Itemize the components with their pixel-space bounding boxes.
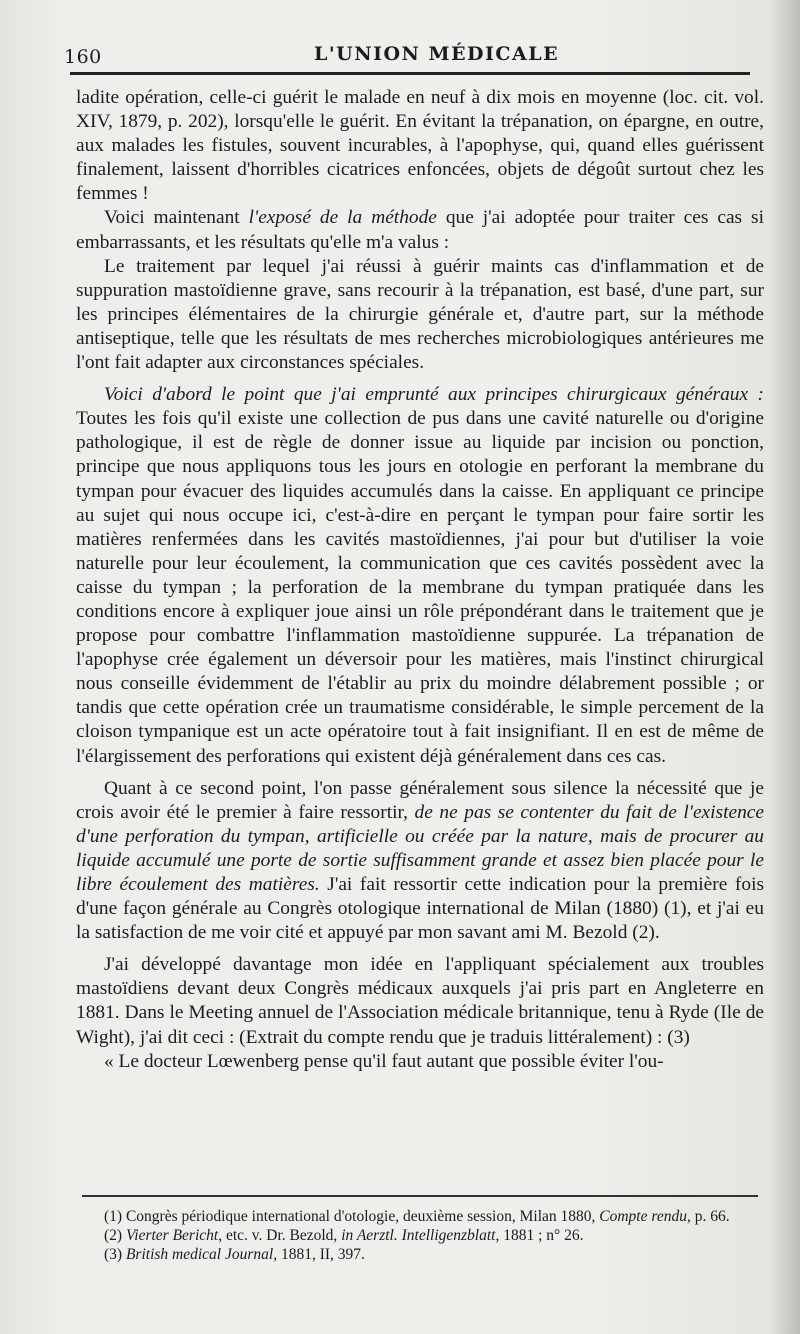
running-title: L'UNION MÉDICALE	[314, 43, 560, 65]
footnote-2-italic-2: in Aerztl. Intelligenzblatt	[341, 1227, 496, 1244]
paragraph-3-text: Le traitement par lequel j'ai réussi à guérir maints cas d'inflammation et de suppuration mastoïdienne grave, sans recourir à la trépanation, est basé, d'une part, sur les principes élémentaires de la chirurgie générale et, d'autre part, sur la méthode antiseptique, telle que les résultats de mes recherches microbiologiques antérieures me l'ont fait adapter aux circonstances spéciales.	[76, 255, 764, 374]
paragraph-5-text-a: Quant à ce second point, l'on passe généralement sous silence la nécessité que je crois avoir été le premier à faire ressortir,	[76, 777, 764, 823]
paragraph-5-text-b: J'ai fait ressortir cette indication pour la première fois d'une façon générale au Congrès otologique international de Milan (1880) (1), et j'ai eu la satisfaction de me voir cité et appuyé par mon savant ami M. Bezold (2).	[76, 874, 765, 944]
paragraph-6	[76, 953, 764, 1049]
footnote-2-text-c: , 1881 ; n° 26.	[495, 1227, 584, 1244]
footnote-2-text-a: (2)	[104, 1227, 126, 1244]
paragraph-2-text-a: Voici maintenant	[104, 207, 249, 229]
body-text	[76, 86, 764, 1074]
footnote-1-text-b: , p. 66.	[686, 1208, 730, 1225]
paragraph-2	[76, 206, 764, 254]
footnote-1-text-a: (1) Congrès périodique international d'otologie, deuxième session, Milan 1880,	[104, 1208, 600, 1225]
footnote-3	[82, 1245, 772, 1264]
footnote-3-italic: British medical Journal	[125, 1246, 274, 1263]
paragraph-2-text-b: que j'ai adoptée pour traiter ces cas si embarrassants, et les résultats qu'elle m'a valus :	[76, 207, 764, 253]
footnote-2-text-b: , etc. v. Dr. Bezold,	[218, 1227, 342, 1244]
paragraph-4-text: Toutes les fois qu'il existe une collection de pus dans une cavité naturelle ou d'origine pathologique, il est de règle de donner issue au liquide par incision ou ponction, principe que nous appliquons tous les jours en otologie en perforant la membrane du tympan pour évacuer des liquides accumulés dans la caisse. En appliquant ce principe au sujet qui nous occupe ici, c'est-à-dire en perçant le tympan pour faire sortir les matières renfermées dans les cavités mastoïdiennes, j'ai pour but d'utiliser la voie naturelle pour leur écoulement, la communication que ces cavités possèdent avec la caisse du tympan ; la perforation de la membrane du tympan pratiquée dans les conditions encore à expliquer joue ainsi un rôle prépondérant dans le traitement que je propose pour combattre l'inflammation mastoïdienne suppurée. La trépanation de l'apophyse crée également un déversoir pour les matières, mais l'instinct chirurgical nous conseille évidemment de l'établir au prix du moindre délabrement possible ; or tandis que cette opération crée un traumatisme considérable, le simple percement de la cloison tympanique est un acte opératoire tout à fait insignifiant. Il en est de même de l'élargissement des perforations qui existent déjà généralement dans ces cas.	[76, 408, 764, 767]
paragraph-6-text: J'ai développé davantage mon idée en l'appliquant spécialement aux troubles mastoïdiens devant deux Congrès médicaux auxquels j'ai pris part en Angleterre en 1881. Dans le Meeting annuel de l'Association médicale britannique, tenu à Ryde (Ile de Wight), j'ai dit ceci : (Extrait du compte rendu que je traduis littéralement) : (3)	[76, 954, 764, 1048]
footnote-1	[82, 1207, 772, 1226]
paragraph-4	[76, 383, 764, 769]
paragraph-5-italic: de ne pas se contenter du fait de l'existence d'une perforation du tympan, artificielle ou créée par la nature, mais de procurer au liquide accumulé une porte de sortie suffisamment grande et assez bien placée pour le libre écoulement des matières.	[76, 801, 764, 895]
paragraph-1	[76, 86, 764, 206]
footnote-2	[82, 1226, 772, 1245]
footnote-2-italic: Vierter Bericht	[125, 1227, 219, 1244]
footnote-1-italic: Compte rendu	[599, 1208, 687, 1225]
paragraph-7-text: « Le docteur Lœwenberg pense qu'il faut autant que possible éviter l'ou-	[104, 1050, 664, 1072]
paragraph-4-italic: Voici d'abord le point que j'ai emprunté aux principes chirurgicaux généraux :	[104, 384, 764, 406]
paragraph-2-italic: l'exposé de la méthode	[248, 207, 437, 229]
footnote-rule	[82, 1195, 758, 1197]
paragraph-5	[76, 777, 764, 946]
paragraph-1-text: ladite opération, celle-ci guérit le malade en neuf à dix mois en moyenne (loc. cit. vol. XIV, 1879, p. 202), lorsqu'elle le guérit. En évitant la trépanation, on épargne, en outre, aux malades les fistules, souvent incurables, à l'apophyse, qui, quand elles guérissent finalement, laissent d'horribles cicatrices enfoncées, objets de dégoût surtout chez les femmes !	[76, 87, 764, 205]
paragraph-7	[76, 1050, 764, 1074]
paragraph-3	[76, 255, 764, 375]
footnote-3-text-b: , 1881, II, 397.	[273, 1246, 365, 1263]
footnote-3-text-a: (3)	[104, 1246, 126, 1263]
header-rule	[70, 72, 750, 75]
footnotes	[82, 1207, 772, 1264]
page-number: 160	[64, 46, 102, 68]
page-header	[64, 38, 752, 68]
